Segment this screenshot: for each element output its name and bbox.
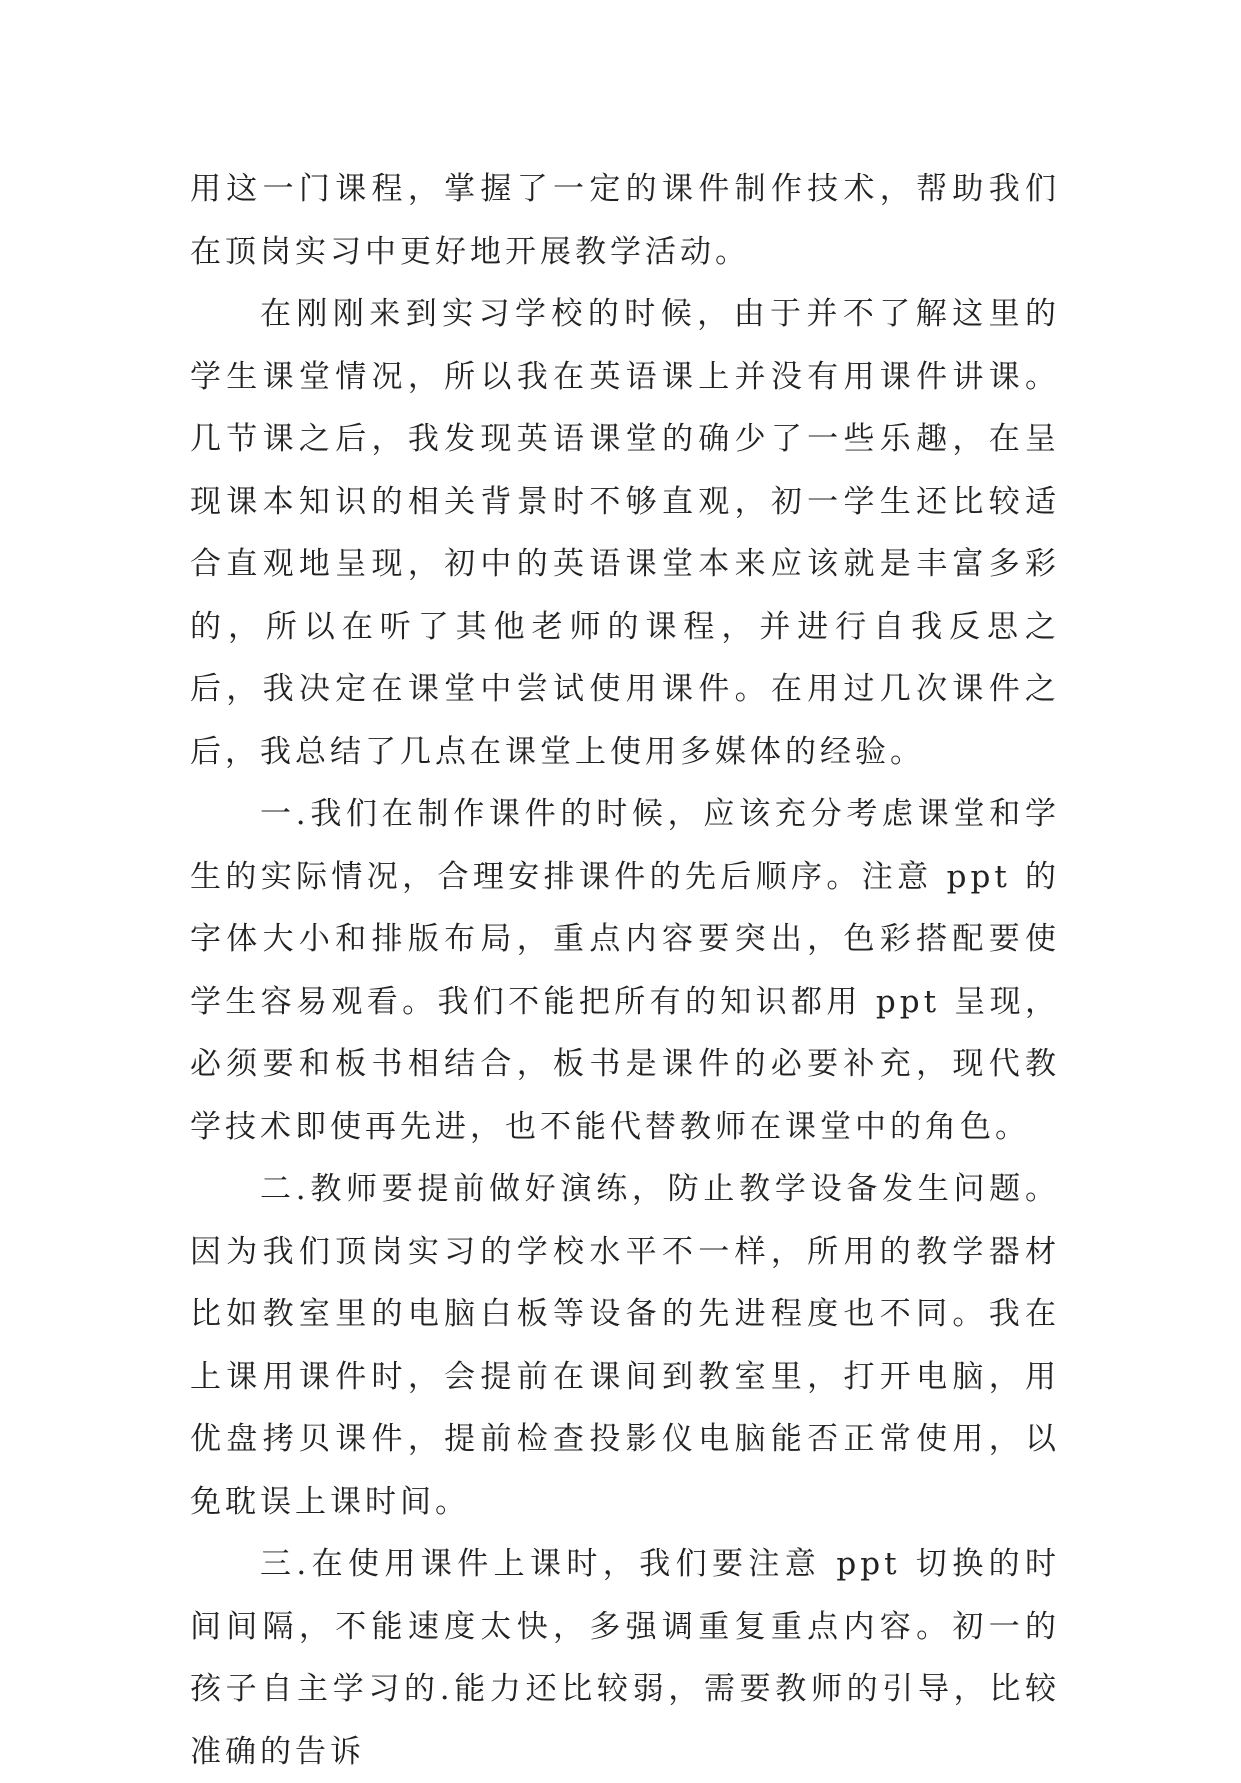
paragraph-5: 三.在使用课件上课时，我们要注意 ppt 切换的时间间隔，不能速度太快，多强调重复重点内容。初一的孩子自主学习的.能力还比较弱，需要教师的引导，比较准确的告诉 xyxy=(190,1546,1060,1770)
paragraph-1: 用这一门课程，掌握了一定的课件制作技术，帮助我们在顶岗实习中更好地开展教学活动。 xyxy=(190,171,1060,270)
paragraph-4: 二.教师要提前做好演练，防止教学设备发生问题。因为我们顶岗实习的学校水平不一样，所用的教学器材比如教室里的电脑白板等设备的先进程度也不同。我在上课用课件时，会提前在课间到教室里，打开电脑，用优盘拷贝课件，提前检查投影仪电脑能否正常使用，以免耽误上课时间。 xyxy=(190,1171,1060,1520)
paragraph-3: 一.我们在制作课件的时候，应该充分考虑课堂和学生的实际情况，合理安排课件的先后顺序。注意 ppt 的字体大小和排版布局，重点内容要突出，色彩搭配要使学生容易观看。我们不能把所有的知识都用 ppt 呈现，必须要和板书相结合，板书是课件的必要补充，现代教学技术即使再先进，也不能代替教师在课堂中的角色。 xyxy=(190,796,1060,1145)
document-body xyxy=(190,158,1060,1783)
paragraph-2: 在刚刚来到实习学校的时候，由于并不了解这里的学生课堂情况，所以我在英语课上并没有用课件讲课。几节课之后，我发现英语课堂的确少了一些乐趣，在呈现课本知识的相关背景时不够直观，初一学生还比较适合直观地呈现，初中的英语课堂本来应该就是丰富多彩的，所以在听了其他老师的课程，并进行自我反思之后，我决定在课堂中尝试使用课件。在用过几次课件之后，我总结了几点在课堂上使用多媒体的经验。 xyxy=(190,296,1060,770)
